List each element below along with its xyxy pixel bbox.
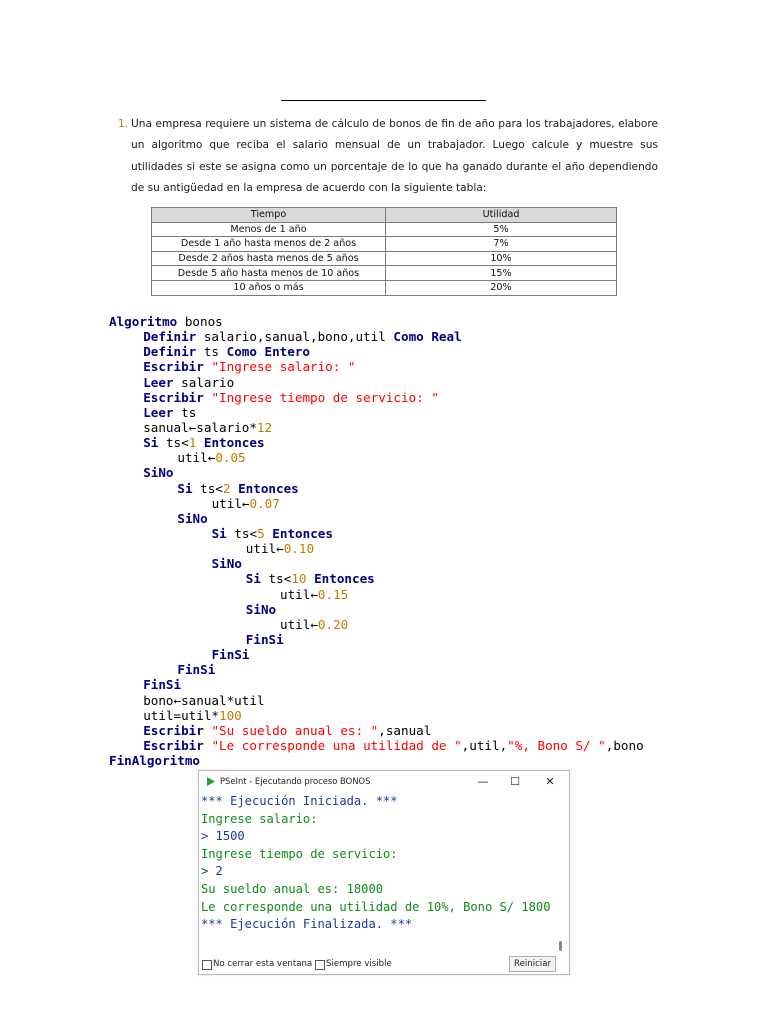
code-number: 0.20 (317, 616, 349, 632)
code-line (109, 390, 644, 405)
code-text: ts< (226, 525, 258, 541)
code-line (109, 541, 644, 556)
cell-tiempo: Desde 2 años hasta menos de 5 años (152, 251, 386, 266)
table-row (152, 222, 617, 237)
code-text (231, 481, 239, 496)
code-text: ts< (260, 571, 292, 587)
code-line (109, 602, 644, 617)
code-keyword: SiNo (211, 556, 242, 572)
code-keyword: Escribir (143, 737, 204, 753)
problem-number: 1. (118, 118, 129, 130)
code-number: 5 (257, 525, 265, 541)
code-number: 0.10 (283, 541, 315, 557)
code-line (109, 496, 644, 511)
code-line (109, 556, 644, 571)
code-text: util← (280, 586, 318, 602)
code-text: bono←sanual*util (143, 692, 265, 708)
code-keyword: Definir (143, 329, 197, 345)
code-keyword: Como Real (393, 329, 462, 345)
code-keyword: Leer (143, 404, 174, 420)
code-number: 0.07 (249, 495, 280, 511)
code-keyword: Entonces (314, 571, 375, 587)
code-keyword: Si (211, 525, 227, 541)
console-scrollbar[interactable] (555, 793, 567, 951)
pseint-execution-window (198, 770, 570, 975)
cell-tiempo: Desde 1 año hasta menos de 2 años (152, 237, 386, 252)
console-line: Su sueldo anual es: 18000 (201, 881, 384, 896)
header-utilidad: Utilidad (386, 208, 617, 223)
header-tiempo: Tiempo (152, 208, 386, 223)
code-line (109, 753, 644, 768)
code-text: ts< (158, 435, 189, 451)
restart-button[interactable]: Reiniciar (509, 956, 556, 972)
code-text: util← (280, 616, 318, 632)
code-string: "Le corresponde una utilidad de " (211, 737, 462, 753)
console-line: Ingrese tiempo de servicio: (201, 846, 398, 861)
code-text: ,util, (461, 737, 508, 753)
close-button[interactable]: ✕ (545, 775, 555, 788)
code-text: util← (211, 495, 250, 511)
cell-utilidad: 5% (386, 222, 617, 237)
window-bottom-bar (199, 954, 569, 974)
code-text: ,sanual (378, 722, 432, 738)
code-number: 10 (291, 571, 307, 587)
header-rule (281, 100, 486, 101)
code-number: 0.15 (317, 586, 349, 602)
table-row (152, 237, 617, 252)
window-titlebar[interactable] (199, 771, 569, 793)
code-string: "Ingrese salario: " (211, 359, 356, 375)
minimize-button[interactable]: — (477, 775, 489, 788)
table-row (152, 280, 617, 295)
code-line (109, 723, 644, 738)
code-number: 12 (256, 419, 273, 435)
code-line (109, 526, 644, 541)
code-keyword: Entonces (203, 435, 265, 451)
code-text: ts< (192, 480, 223, 496)
code-number: 2 (222, 480, 231, 496)
code-line (109, 465, 644, 480)
code-text: util← (177, 450, 216, 466)
cell-utilidad: 20% (386, 280, 617, 295)
code-number: 1 (188, 435, 197, 451)
keep-open-checkbox[interactable] (202, 960, 212, 970)
code-line (109, 571, 644, 586)
code-keyword: Definir (143, 344, 197, 360)
problem-text: Una empresa requiere un sistema de cálculo de bonos de fin de año para los trabajadores, elabore un algoritmo que reciba el salario mensual de un trabajador. Luego calcule y muestre sus utilidades si este se asigna como un porcentaje de lo que ha ganado durante el año dependiendo de su antigüedad en la empresa de acuerdo con la siguiente tabla: (131, 118, 658, 194)
code-keyword: SiNo (245, 601, 277, 617)
console-line: > 2 (201, 864, 223, 879)
code-line (109, 693, 644, 708)
code-string: "Ingrese tiempo de servicio: " (211, 389, 439, 405)
code-line (109, 344, 644, 359)
code-text: ,bono (605, 737, 644, 753)
code-keyword: Entonces (272, 525, 333, 541)
code-text: ts (173, 404, 197, 420)
pseint-app-icon (206, 776, 216, 787)
console-output[interactable] (201, 793, 553, 951)
code-line (109, 662, 644, 677)
code-line (109, 435, 644, 450)
console-line: *** Ejecución Finalizada. *** (201, 917, 413, 932)
code-line (109, 511, 644, 526)
problem-statement (118, 114, 658, 199)
code-line (109, 647, 644, 662)
console-line: *** Ejecución Iniciada. *** (201, 794, 398, 808)
utility-table (151, 207, 617, 296)
code-keyword: FinAlgoritmo (109, 753, 200, 769)
code-line (109, 420, 644, 435)
code-number: 100 (219, 707, 242, 723)
code-text: salario (173, 374, 235, 390)
code-text: util=util* (143, 707, 220, 723)
pseudocode-block (109, 314, 644, 768)
code-keyword: FinSi (143, 677, 182, 693)
code-keyword: Si (245, 571, 261, 587)
code-text: bonos (177, 314, 223, 329)
code-text: ts (196, 344, 227, 360)
code-text: salario,sanual,bono,util (196, 329, 394, 345)
cell-utilidad: 10% (386, 251, 617, 266)
code-keyword: FinSi (211, 647, 250, 663)
console-line: > 1500 (201, 829, 245, 844)
code-keyword: Escribir (143, 722, 204, 738)
code-line (109, 314, 644, 329)
maximize-button[interactable]: ☐ (510, 775, 520, 788)
code-text: util← (245, 541, 284, 557)
code-keyword: Entonces (238, 480, 299, 496)
always-visible-label[interactable]: Siempre visible (326, 959, 392, 969)
code-keyword: Si (143, 435, 159, 451)
code-line (109, 450, 644, 465)
code-text (306, 571, 314, 586)
code-keyword: SiNo (143, 465, 174, 481)
code-line (109, 359, 644, 374)
always-visible-checkbox[interactable] (315, 960, 325, 970)
cell-utilidad: 15% (386, 266, 617, 281)
code-keyword: Como Entero (226, 344, 311, 360)
code-line (109, 708, 644, 723)
code-line (109, 481, 644, 496)
code-string: "Su sueldo anual es: " (211, 722, 379, 738)
table-row (152, 266, 617, 281)
scrollbar-thumb[interactable] (559, 941, 562, 951)
code-line (109, 375, 644, 390)
code-line (109, 632, 644, 647)
code-text: sanual←salario* (143, 419, 257, 435)
code-line (109, 738, 644, 753)
code-keyword: Algoritmo (109, 314, 178, 329)
code-keyword: Leer (143, 374, 174, 390)
code-text (196, 435, 204, 450)
code-keyword: Escribir (143, 359, 204, 375)
console-line: Le corresponde una utilidad de 10%, Bono S/ 1800 (201, 899, 551, 914)
code-line (109, 329, 644, 344)
cell-utilidad: 7% (386, 237, 617, 252)
code-line (109, 405, 644, 420)
console-line: Ingrese salario: (201, 811, 318, 826)
cell-tiempo: Desde 5 año hasta menos de 10 años (152, 266, 386, 281)
code-keyword: FinSi (245, 631, 284, 647)
code-string: "%, Bono S/ " (507, 737, 606, 753)
code-keyword: FinSi (177, 662, 216, 678)
code-keyword: Si (177, 480, 193, 496)
keep-open-label[interactable]: No cerrar esta ventana (213, 959, 313, 969)
table-row (152, 251, 617, 266)
code-line (109, 617, 644, 632)
code-keyword: SiNo (177, 510, 208, 526)
code-keyword: Escribir (143, 389, 204, 405)
window-title: PSeInt - Ejecutando proceso BONOS (220, 776, 371, 786)
code-line (109, 587, 644, 602)
code-number: 0.05 (215, 450, 246, 466)
cell-tiempo: Menos de 1 año (152, 222, 386, 237)
table-header-row (152, 208, 617, 223)
code-line (109, 677, 644, 692)
cell-tiempo: 10 años o más (152, 280, 386, 295)
